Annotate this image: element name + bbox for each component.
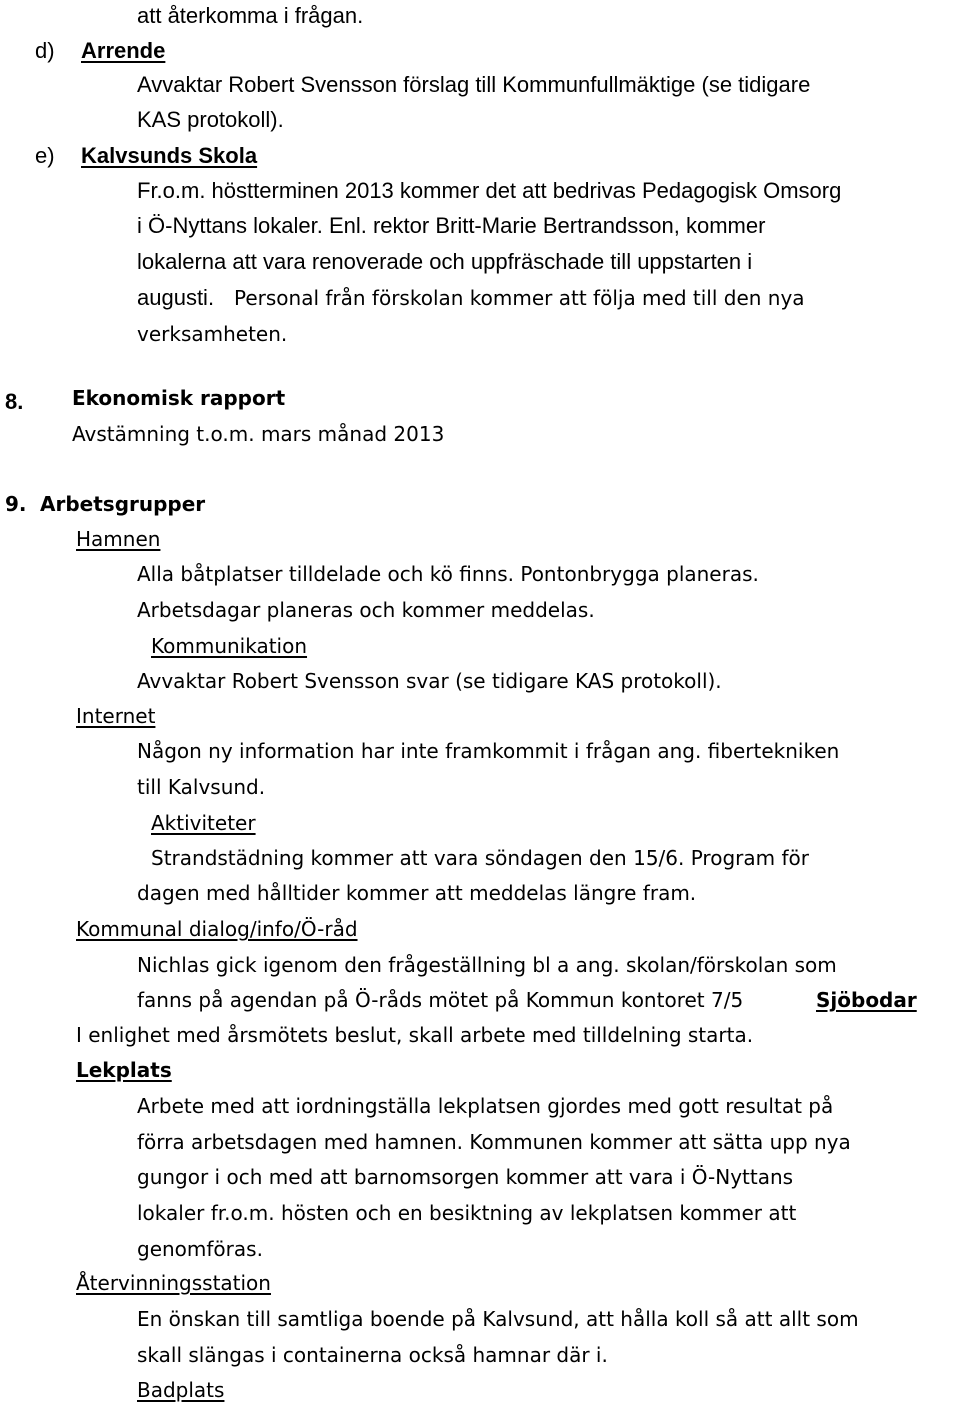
atervinning-body-1: En önskan till samtliga boende på Kalvsund, att hålla koll så att allt som: [137, 1307, 859, 1331]
section-8-heading: Ekonomisk rapport: [72, 386, 286, 410]
atervinning-heading: Återvinningsstation: [76, 1271, 271, 1295]
kommunikation-heading: Kommunikation: [151, 634, 308, 658]
kommunal-dialog-heading: Kommunal dialog/info/Ö-råd: [76, 917, 358, 941]
hamnen-body-1: Alla båtplatser tilldelade och kö finns. Pontonbrygga planeras.: [137, 562, 759, 586]
lekplats-body-3: gungor i och med att barnomsorgen kommer att vara i Ö-Nyttans: [137, 1165, 794, 1189]
badplats-heading: Badplats: [137, 1378, 225, 1402]
item-e-heading: Kalvsunds Skola: [81, 143, 258, 168]
section-8-body: Avstämning t.o.m. mars månad 2013: [72, 422, 445, 446]
item-e-body-4: augusti.: [137, 285, 215, 310]
sjobodar-body: I enlighet med årsmötets beslut, skall arbete med tilldelning starta.: [76, 1023, 754, 1047]
kommunal-dialog-body-2: fanns på agendan på Ö-råds mötet på Kommun kontoret 7/5: [137, 988, 744, 1012]
item-d-marker: d): [35, 38, 55, 63]
lekplats-body-4: lokaler fr.o.m. hösten och en besiktning av lekplatsen kommer att: [137, 1201, 797, 1225]
section-9-number: 9.: [5, 492, 27, 516]
section-9-heading: Arbetsgrupper: [40, 492, 206, 516]
kommunal-dialog-body-1: Nichlas gick igenom den frågeställning bl a ang. skolan/förskolan som: [137, 953, 837, 977]
item-e-body-2: i Ö-Nyttans lokaler. Enl. rektor Britt-Marie Bertrandsson, kommer: [137, 213, 766, 238]
section-8-number: 8.: [5, 389, 24, 414]
item-e-body-3: lokalerna att vara renoverade och uppfräschade till uppstarten i: [137, 249, 753, 274]
item-e-marker: e): [35, 143, 55, 168]
aktiviteter-body-2: dagen med hålltider kommer att meddelas längre fram.: [137, 881, 697, 905]
atervinning-body-2: skall slängas i containerna också hamnar där i.: [137, 1343, 608, 1367]
item-e-body-4-tail: Personal från förskolan kommer att följa med till den nya: [234, 286, 805, 310]
lekplats-body-2: förra arbetsdagen med hamnen. Kommunen kommer att sätta upp nya: [137, 1130, 851, 1154]
aktiviteter-heading: Aktiviteter: [151, 811, 256, 835]
internet-body-2: till Kalvsund.: [137, 775, 266, 799]
kommunikation-body: Avvaktar Robert Svensson svar (se tidigare KAS protokoll).: [137, 669, 722, 693]
item-d-body-1: Avvaktar Robert Svensson förslag till Kommunfullmäktige (se tidigare: [137, 72, 811, 97]
internet-heading: Internet: [76, 704, 156, 728]
lekplats-body-5: genomföras.: [137, 1237, 263, 1261]
item-e-body-1: Fr.o.m. höstterminen 2013 kommer det att bedrivas Pedagogisk Omsorg: [137, 178, 842, 203]
aktiviteter-body-1: Strandstädning kommer att vara söndagen den 15/6. Program för: [151, 846, 809, 870]
item-e-body-5: verksamheten.: [137, 322, 288, 346]
lekplats-body-1: Arbete med att iordningställa lekplatsen gjordes med gott resultat på: [137, 1094, 834, 1118]
item-c-tail: att återkomma i frågan.: [137, 3, 364, 28]
internet-body-1: Någon ny information har inte framkommit i frågan ang. fibertekniken: [137, 739, 840, 763]
hamnen-body-2: Arbetsdagar planeras och kommer meddelas.: [137, 598, 595, 622]
sjobodar-heading: Sjöbodar: [816, 988, 917, 1012]
lekplats-heading: Lekplats: [76, 1058, 172, 1082]
item-d-body-2: KAS protokoll).: [137, 107, 284, 132]
item-d-heading: Arrende: [81, 38, 166, 63]
hamnen-heading: Hamnen: [76, 527, 161, 551]
